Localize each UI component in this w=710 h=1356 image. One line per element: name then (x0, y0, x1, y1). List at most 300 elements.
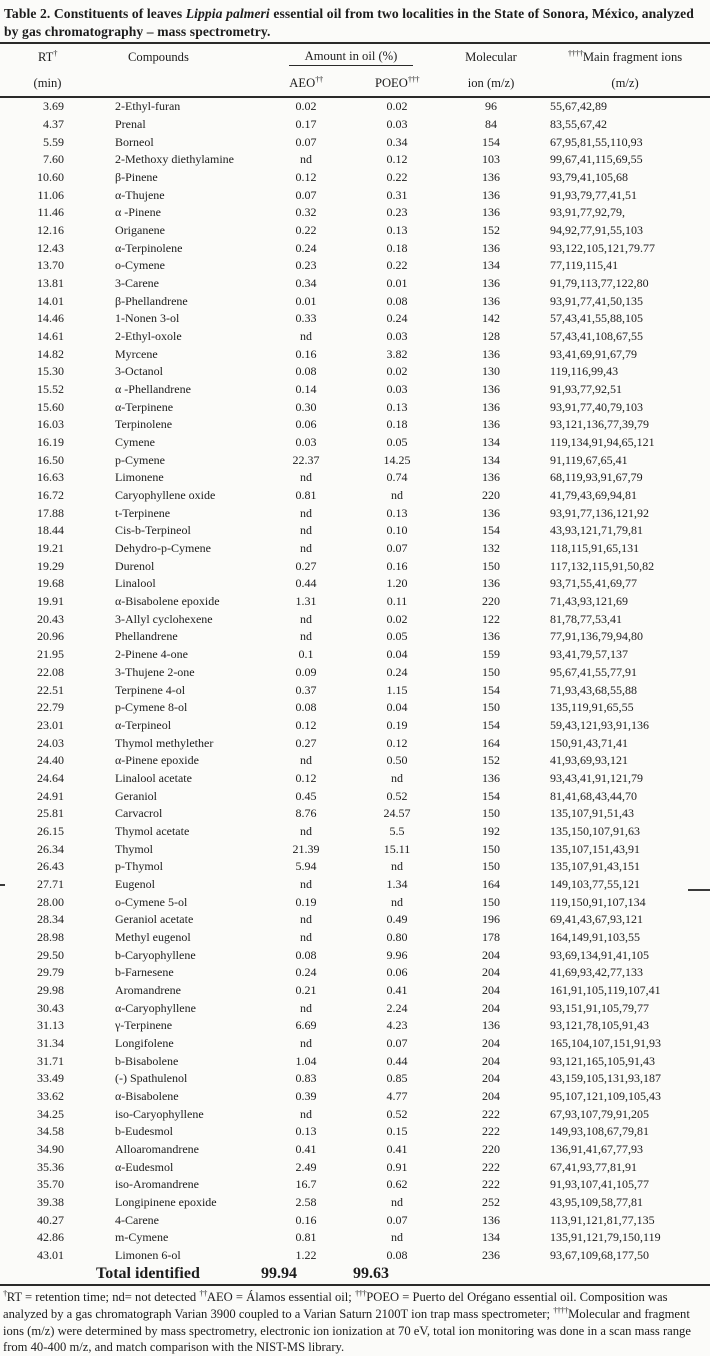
table-row (0, 487, 710, 505)
cell-fragments: 93,43,41,91,121,79 (550, 770, 644, 785)
cell-molecular-ion: 152 (482, 753, 501, 768)
table-row (0, 770, 710, 788)
cell-fragments: 93,67,109,68,177,50 (550, 1248, 650, 1262)
cell-poeo: 0.16 (386, 558, 408, 573)
cell-compound: α-Thujene (115, 187, 165, 202)
cell-aeo: 0.08 (295, 364, 317, 379)
table-row (0, 911, 710, 929)
cell-rt: 15.60 (37, 399, 64, 414)
cell-aeo: 0.14 (295, 382, 317, 397)
cell-rt: 14.82 (37, 346, 64, 361)
cell-molecular-ion: 150 (482, 664, 501, 679)
poeo-label: POEO (374, 75, 408, 90)
cell-molecular-ion: 134 (482, 452, 501, 467)
cell-fragments: 69,41,43,67,93,121 (550, 912, 644, 927)
cell-fragments: 43,95,109,58,77,81 (550, 1194, 644, 1209)
cell-poeo: 0.24 (386, 311, 408, 326)
table-row (0, 292, 710, 310)
cell-compound: Linalool acetate (115, 770, 192, 785)
cell-molecular-ion: 130 (482, 364, 501, 379)
cell-rt: 29.98 (37, 982, 64, 997)
cell-molecular-ion: 103 (482, 152, 501, 167)
cell-compound: o-Cymene (115, 258, 165, 273)
cell-poeo: 0.31 (386, 187, 408, 202)
cell-poeo: 0.15 (386, 1124, 408, 1139)
table-row (0, 434, 710, 452)
col-header-aeo (260, 70, 352, 97)
cell-rt: 23.01 (37, 717, 64, 732)
amount-group-label: Amount in oil (%) (289, 49, 414, 66)
cell-rt: 16.19 (37, 435, 64, 450)
cell-compound: Myrcene (115, 346, 158, 361)
cell-aeo: 0.81 (295, 1230, 317, 1245)
cell-molecular-ion: 136 (482, 382, 501, 397)
cell-fragments: 135,91,121,79,150,119 (550, 1230, 661, 1245)
cell-compound: Aromandrene (115, 982, 181, 997)
table-row (0, 575, 710, 593)
cell-compound: Thymol (115, 841, 153, 856)
cell-poeo: 0.11 (386, 594, 408, 609)
cell-compound: b-Caryophyllene (115, 947, 196, 962)
table-row (0, 999, 710, 1017)
table-row (0, 363, 710, 381)
cell-poeo: 0.02 (386, 364, 408, 379)
cell-aeo: nd (300, 329, 312, 344)
cell-compound: α -Phellandrene (115, 382, 191, 397)
cell-fragments: 43,93,121,71,79,81 (550, 523, 644, 538)
cell-fragments: 43,159,105,131,93,187 (550, 1071, 662, 1086)
cell-poeo: 9.96 (386, 947, 408, 962)
table-row (0, 239, 710, 257)
cell-fragments: 83,55,67,42 (550, 117, 608, 131)
cell-rt: 30.43 (37, 1000, 64, 1015)
cell-poeo: 0.03 (386, 329, 408, 344)
table-row (0, 1070, 710, 1088)
cell-poeo: 24.57 (383, 806, 411, 821)
cell-poeo: 0.12 (386, 735, 408, 750)
cell-compound: Longipinene epoxide (115, 1194, 217, 1209)
cell-fragments: 135,107,91,51,43 (550, 806, 635, 821)
cell-fragments: 165,104,107,151,91,93 (550, 1035, 662, 1050)
table-row (0, 1105, 710, 1123)
cell-aeo: 0.1 (298, 647, 314, 662)
cell-aeo: nd (300, 523, 312, 538)
cell-compound: γ-Terpinene (115, 1018, 173, 1033)
cell-compound: m-Cymene (115, 1230, 169, 1245)
cell-molecular-ion: 204 (482, 1071, 501, 1086)
cell-poeo: nd (391, 770, 403, 785)
cell-poeo: 0.05 (386, 629, 408, 644)
cell-fragments: 77,119,115,41 (550, 258, 619, 273)
cell-fragments: 71,93,43,68,55,88 (550, 682, 638, 697)
cell-fragments: 119,150,91,107,134 (550, 894, 646, 909)
cell-poeo: 0.19 (386, 717, 408, 732)
table-row (0, 664, 710, 682)
aeo-label: AEO (289, 75, 316, 90)
caption-label: Table 2. (4, 6, 51, 21)
cell-molecular-ion: 132 (482, 541, 501, 556)
table-row (0, 381, 710, 399)
cell-rt: 26.34 (37, 841, 64, 856)
cell-molecular-ion: 136 (482, 1018, 501, 1033)
table-row (0, 151, 710, 169)
cell-rt: 24.91 (37, 788, 64, 803)
cell-poeo: 0.18 (386, 240, 408, 255)
table-row (0, 1194, 710, 1212)
table-row (0, 1088, 710, 1106)
table-row (0, 805, 710, 823)
table-row (0, 398, 710, 416)
cell-fragments: 67,93,107,79,91,205 (550, 1106, 650, 1121)
cell-molecular-ion: 136 (482, 1212, 501, 1227)
cell-rt: 17.88 (37, 505, 64, 520)
cell-molecular-ion: 122 (482, 611, 501, 626)
cell-poeo: 1.34 (386, 876, 408, 891)
total-poeo: 99.63 (353, 1265, 389, 1283)
col-header-compounds-spacer (95, 70, 260, 97)
cell-fragments: 118,115,91,65,131 (550, 541, 640, 556)
cell-poeo: 4.77 (386, 1088, 408, 1103)
cell-molecular-ion: 222 (482, 1177, 501, 1192)
cell-aeo: 0.30 (295, 399, 317, 414)
table-row (0, 1176, 710, 1194)
table-row (0, 504, 710, 522)
table-row (0, 610, 710, 628)
cell-fragments: 57,43,41,108,67,55 (550, 329, 644, 344)
cell-fragments: 77,91,136,79,94,80 (550, 629, 644, 644)
cell-fragments: 68,119,93,91,67,79 (550, 470, 643, 485)
table-row (0, 451, 710, 469)
table-row (0, 1229, 710, 1247)
cell-poeo: 0.44 (386, 1053, 408, 1068)
col-header-compounds: Compounds (128, 49, 189, 64)
cell-compound: β-Phellandrene (115, 293, 188, 308)
cell-molecular-ion: 142 (482, 311, 501, 326)
cell-fragments: 93,79,41,105,68 (550, 170, 629, 185)
cell-poeo: 0.07 (386, 1212, 408, 1227)
cell-aeo: 0.27 (295, 558, 317, 573)
cell-aeo: nd (300, 152, 312, 167)
cell-compound: o-Cymene 5-ol (115, 894, 188, 909)
cell-fragments: 67,95,81,55,110,93 (550, 134, 643, 149)
table-row (0, 540, 710, 558)
cell-aeo: nd (300, 823, 312, 838)
cell-molecular-ion: 154 (482, 717, 501, 732)
cell-rt: 19.21 (37, 541, 64, 556)
cell-fragments: 135,107,151,43,91 (550, 841, 641, 856)
cell-rt: 7.60 (43, 152, 64, 167)
cell-compound: iso-Caryophyllene (115, 1106, 204, 1121)
scan-artifact-dash-right (688, 889, 710, 891)
cell-poeo: 0.91 (386, 1159, 408, 1174)
table-row (0, 1123, 710, 1141)
cell-fragments: 91,93,107,41,105,77 (550, 1177, 650, 1192)
cell-compound: Linalool (115, 576, 156, 591)
cell-compound: 3-Octanol (115, 364, 163, 379)
cell-rt: 22.51 (37, 682, 64, 697)
cell-compound: Eugenol (115, 876, 155, 891)
cell-aeo: 0.22 (295, 223, 317, 238)
table-row (0, 275, 710, 293)
cell-fragments: 95,67,41,55,77,91 (550, 664, 638, 679)
cell-aeo: nd (300, 876, 312, 891)
cell-rt: 33.62 (37, 1088, 64, 1103)
cell-compound: Cis-b-Terpineol (115, 523, 191, 538)
cell-compound: α-Terpinene (115, 399, 174, 414)
cell-rt: 16.72 (37, 488, 64, 503)
table-row (0, 97, 710, 116)
cell-rt: 35.70 (37, 1177, 64, 1192)
caption-species-name: Lippia palmeri (185, 6, 270, 21)
cell-rt: 25.81 (37, 806, 64, 821)
cell-poeo: nd (391, 859, 403, 874)
cell-poeo: 4.23 (386, 1018, 408, 1033)
table-row (0, 328, 710, 346)
cell-compound: 3-Allyl cyclohexene (115, 611, 213, 626)
cell-compound: p-Thymol (115, 859, 163, 874)
table-footnotes: †RT = retention time; nd= not detected ††AEO = Álamos essential oil; †††POEO = Puerto del Orégano essential oil. Composition was analyzed by a gas chromatograph Varian 3900 coupled to a Varian Saturn 2100T ion trap mass spectrometer; ††††Molecular and fragment ions (m/z) were determined by mass spectrometry, electronic ion ionization at 70 eV, total ion monitoring was done in a scan mass range from 40-400 m/z, and match comparison with the NIST-MS library. (3, 1288, 691, 1355)
cell-compound: Caryophyllene oxide (115, 488, 216, 503)
cell-rt: 28.34 (37, 912, 64, 927)
cell-molecular-ion: 204 (482, 1000, 501, 1015)
table-caption (0, 0, 710, 42)
cell-fragments: 95,107,121,109,105,43 (550, 1088, 662, 1103)
cell-aeo: 0.39 (295, 1088, 317, 1103)
header-row-1 (0, 43, 710, 70)
cell-molecular-ion: 252 (482, 1194, 501, 1209)
cell-poeo: 14.25 (383, 452, 411, 467)
cell-fragments: 91,119,67,65,41 (550, 452, 628, 467)
col-header-fragments-2: (m/z) (540, 70, 710, 97)
header-row-2 (0, 70, 710, 97)
table-row (0, 310, 710, 328)
cell-rt: 40.27 (37, 1212, 64, 1227)
cell-rt: 19.68 (37, 576, 64, 591)
cell-poeo: 0.18 (386, 417, 408, 432)
cell-aeo: 0.24 (295, 240, 317, 255)
total-row (0, 1264, 710, 1285)
cell-poeo: 1.15 (386, 682, 408, 697)
cell-fragments: 113,91,121,81,77,135 (550, 1212, 655, 1227)
cell-fragments: 136,91,41,67,77,93 (550, 1141, 644, 1156)
cell-molecular-ion: 159 (482, 647, 501, 662)
cell-molecular-ion: 220 (482, 488, 501, 503)
cell-molecular-ion: 204 (482, 965, 501, 980)
cell-poeo: 0.24 (386, 664, 408, 679)
cell-fragments: 135,107,91,43,151 (550, 859, 641, 874)
cell-molecular-ion: 150 (482, 894, 501, 909)
cell-compound: Thymol methylether (115, 735, 214, 750)
col-header-poeo (352, 70, 442, 97)
cell-fragments: 149,103,77,55,121 (550, 876, 641, 891)
cell-molecular-ion: 136 (482, 240, 501, 255)
cell-aeo: 0.12 (295, 770, 317, 785)
cell-rt: 22.08 (37, 664, 64, 679)
cell-compound: α-Caryophyllene (115, 1000, 196, 1015)
cell-fragments: 81,41,68,43,44,70 (550, 788, 638, 803)
col-header-rt-unit: (min) (0, 70, 95, 97)
cell-compound: p-Cymene (115, 452, 165, 467)
cell-aeo: 1.04 (295, 1053, 317, 1068)
cell-rt: 28.98 (37, 929, 64, 944)
table-row (0, 1035, 710, 1053)
table-row (0, 982, 710, 1000)
cell-rt: 20.43 (37, 611, 64, 626)
cell-rt: 33.49 (37, 1071, 64, 1086)
cell-rt: 12.43 (37, 240, 64, 255)
cell-aeo: 0.08 (295, 947, 317, 962)
cell-compound: 2-Methoxy diethylamine (115, 152, 234, 167)
cell-fragments: 119,134,91,94,65,121 (550, 435, 655, 450)
cell-poeo: 0.07 (386, 541, 408, 556)
cell-aeo: 0.06 (295, 417, 317, 432)
table-row (0, 257, 710, 275)
cell-poeo: 0.49 (386, 912, 408, 927)
cell-compound: α-Terpineol (115, 717, 172, 732)
cell-compound: Geraniol (115, 788, 157, 803)
cell-fragments: 41,93,69,93,121 (550, 753, 629, 768)
cell-aeo: 0.32 (295, 205, 317, 220)
cell-rt: 19.29 (37, 558, 64, 573)
cell-fragments: 93,121,136,77,39,79 (550, 417, 650, 432)
cell-molecular-ion: 152 (482, 223, 501, 238)
cell-molecular-ion: 84 (485, 117, 498, 131)
footnote-dagger: †††† (553, 1304, 569, 1315)
cell-compound: 2-Ethyl-furan (115, 99, 181, 114)
cell-molecular-ion: 178 (482, 929, 501, 944)
cell-poeo: nd (391, 1194, 403, 1209)
cell-rt: 4.37 (43, 117, 64, 131)
cell-fragments: 164,149,91,103,55 (550, 929, 641, 944)
col-header-molecular-2: ion (m/z) (442, 70, 540, 97)
cell-rt: 19.91 (37, 594, 64, 609)
cell-compound: α-Bisabolene epoxide (115, 594, 220, 609)
cell-molecular-ion: 136 (482, 417, 501, 432)
cell-aeo: 0.16 (295, 1212, 317, 1227)
cell-rt: 14.01 (37, 293, 64, 308)
cell-aeo: nd (300, 470, 312, 485)
cell-aeo: 0.01 (295, 293, 317, 308)
cell-molecular-ion: 204 (482, 947, 501, 962)
table-row (0, 557, 710, 575)
cell-aeo: nd (300, 541, 312, 556)
cell-molecular-ion: 136 (482, 293, 501, 308)
cell-fragments: 93,91,77,136,121,92 (550, 505, 650, 520)
cell-poeo: nd (391, 488, 403, 503)
cell-rt: 24.64 (37, 770, 64, 785)
cell-aeo: 0.03 (295, 435, 317, 450)
cell-aeo: 0.16 (295, 346, 317, 361)
cell-molecular-ion: 96 (485, 99, 498, 114)
cell-fragments: 91,93,77,92,51 (550, 382, 623, 397)
cell-poeo: nd (391, 894, 403, 909)
cell-rt: 15.52 (37, 382, 64, 397)
cell-poeo: 0.08 (386, 293, 408, 308)
table-row (0, 628, 710, 646)
cell-rt: 13.70 (37, 258, 64, 273)
cell-compound: Methyl eugenol (115, 929, 191, 944)
cell-aeo: 5.94 (295, 859, 317, 874)
cell-fragments: 93,41,79,57,137 (550, 647, 629, 662)
table-row (0, 699, 710, 717)
fragments-daggers: †††† (567, 47, 583, 58)
cell-fragments: 41,69,93,42,77,133 (550, 965, 644, 980)
cell-aeo: 0.83 (295, 1071, 317, 1086)
cell-molecular-ion: 150 (482, 700, 501, 715)
cell-poeo: 0.02 (386, 99, 408, 114)
cell-compound: Terpinene 4-ol (115, 682, 186, 697)
table-row (0, 186, 710, 204)
cell-compound: (-) Spathulenol (115, 1071, 188, 1086)
cell-poeo: 0.04 (386, 700, 408, 715)
table-row (0, 1158, 710, 1176)
cell-compound: α -Pinene (115, 205, 161, 220)
cell-poeo: 0.12 (386, 152, 408, 167)
cell-molecular-ion: 136 (482, 505, 501, 520)
cell-poeo: 1.20 (386, 576, 408, 591)
cell-rt: 31.71 (37, 1053, 64, 1068)
cell-molecular-ion: 222 (482, 1124, 501, 1139)
cell-compound: α-Eudesmol (115, 1159, 174, 1174)
cell-compound: t-Terpinene (115, 505, 171, 520)
cell-aeo: 8.76 (295, 806, 317, 821)
cell-aeo: 2.49 (295, 1159, 317, 1174)
cell-molecular-ion: 150 (482, 558, 501, 573)
total-rt-empty (0, 1264, 95, 1285)
table-row (0, 1141, 710, 1159)
cell-poeo: 0.52 (386, 788, 408, 803)
col-header-rt (0, 43, 95, 70)
cell-molecular-ion: 164 (482, 735, 501, 750)
cell-compound: Thymol acetate (115, 823, 190, 838)
cell-compound: α-Pinene epoxide (115, 753, 199, 768)
table-row (0, 593, 710, 611)
cell-molecular-ion: 136 (482, 170, 501, 185)
cell-fragments: 91,79,113,77,122,80 (550, 276, 649, 291)
cell-poeo: 0.80 (386, 929, 408, 944)
cell-compound: Cymene (115, 435, 155, 450)
footnote-dagger: ††† (354, 1288, 367, 1299)
cell-rt: 35.36 (37, 1159, 64, 1174)
cell-rt: 24.03 (37, 735, 64, 750)
cell-molecular-ion: 222 (482, 1159, 501, 1174)
cell-compound: Limonene (115, 470, 164, 485)
cell-molecular-ion: 196 (482, 912, 501, 927)
cell-aeo: 0.07 (295, 134, 317, 149)
cell-rt: 34.58 (37, 1124, 64, 1139)
table-row (0, 946, 710, 964)
table-footer (0, 1264, 710, 1285)
cell-molecular-ion: 154 (482, 682, 501, 697)
cell-molecular-ion: 222 (482, 1106, 501, 1121)
cell-poeo: 0.02 (386, 611, 408, 626)
cell-poeo: 0.04 (386, 647, 408, 662)
cell-poeo: 0.50 (386, 753, 408, 768)
cell-poeo: 0.22 (386, 170, 408, 185)
cell-compound: b-Eudesmol (115, 1124, 173, 1139)
cell-rt: 39.38 (37, 1194, 64, 1209)
table-row (0, 823, 710, 841)
cell-fragments: 67,41,93,77,81,91 (550, 1159, 638, 1174)
cell-aeo: 0.21 (295, 982, 317, 997)
cell-compound: 3-Carene (115, 276, 159, 291)
cell-molecular-ion: 204 (482, 1053, 501, 1068)
cell-molecular-ion: 154 (482, 523, 501, 538)
cell-aeo: 0.34 (295, 276, 317, 291)
cell-fragments: 117,132,115,91,50,82 (550, 558, 655, 573)
cell-molecular-ion: 154 (482, 788, 501, 803)
cell-fragments: 91,93,79,77,41,51 (550, 187, 638, 202)
